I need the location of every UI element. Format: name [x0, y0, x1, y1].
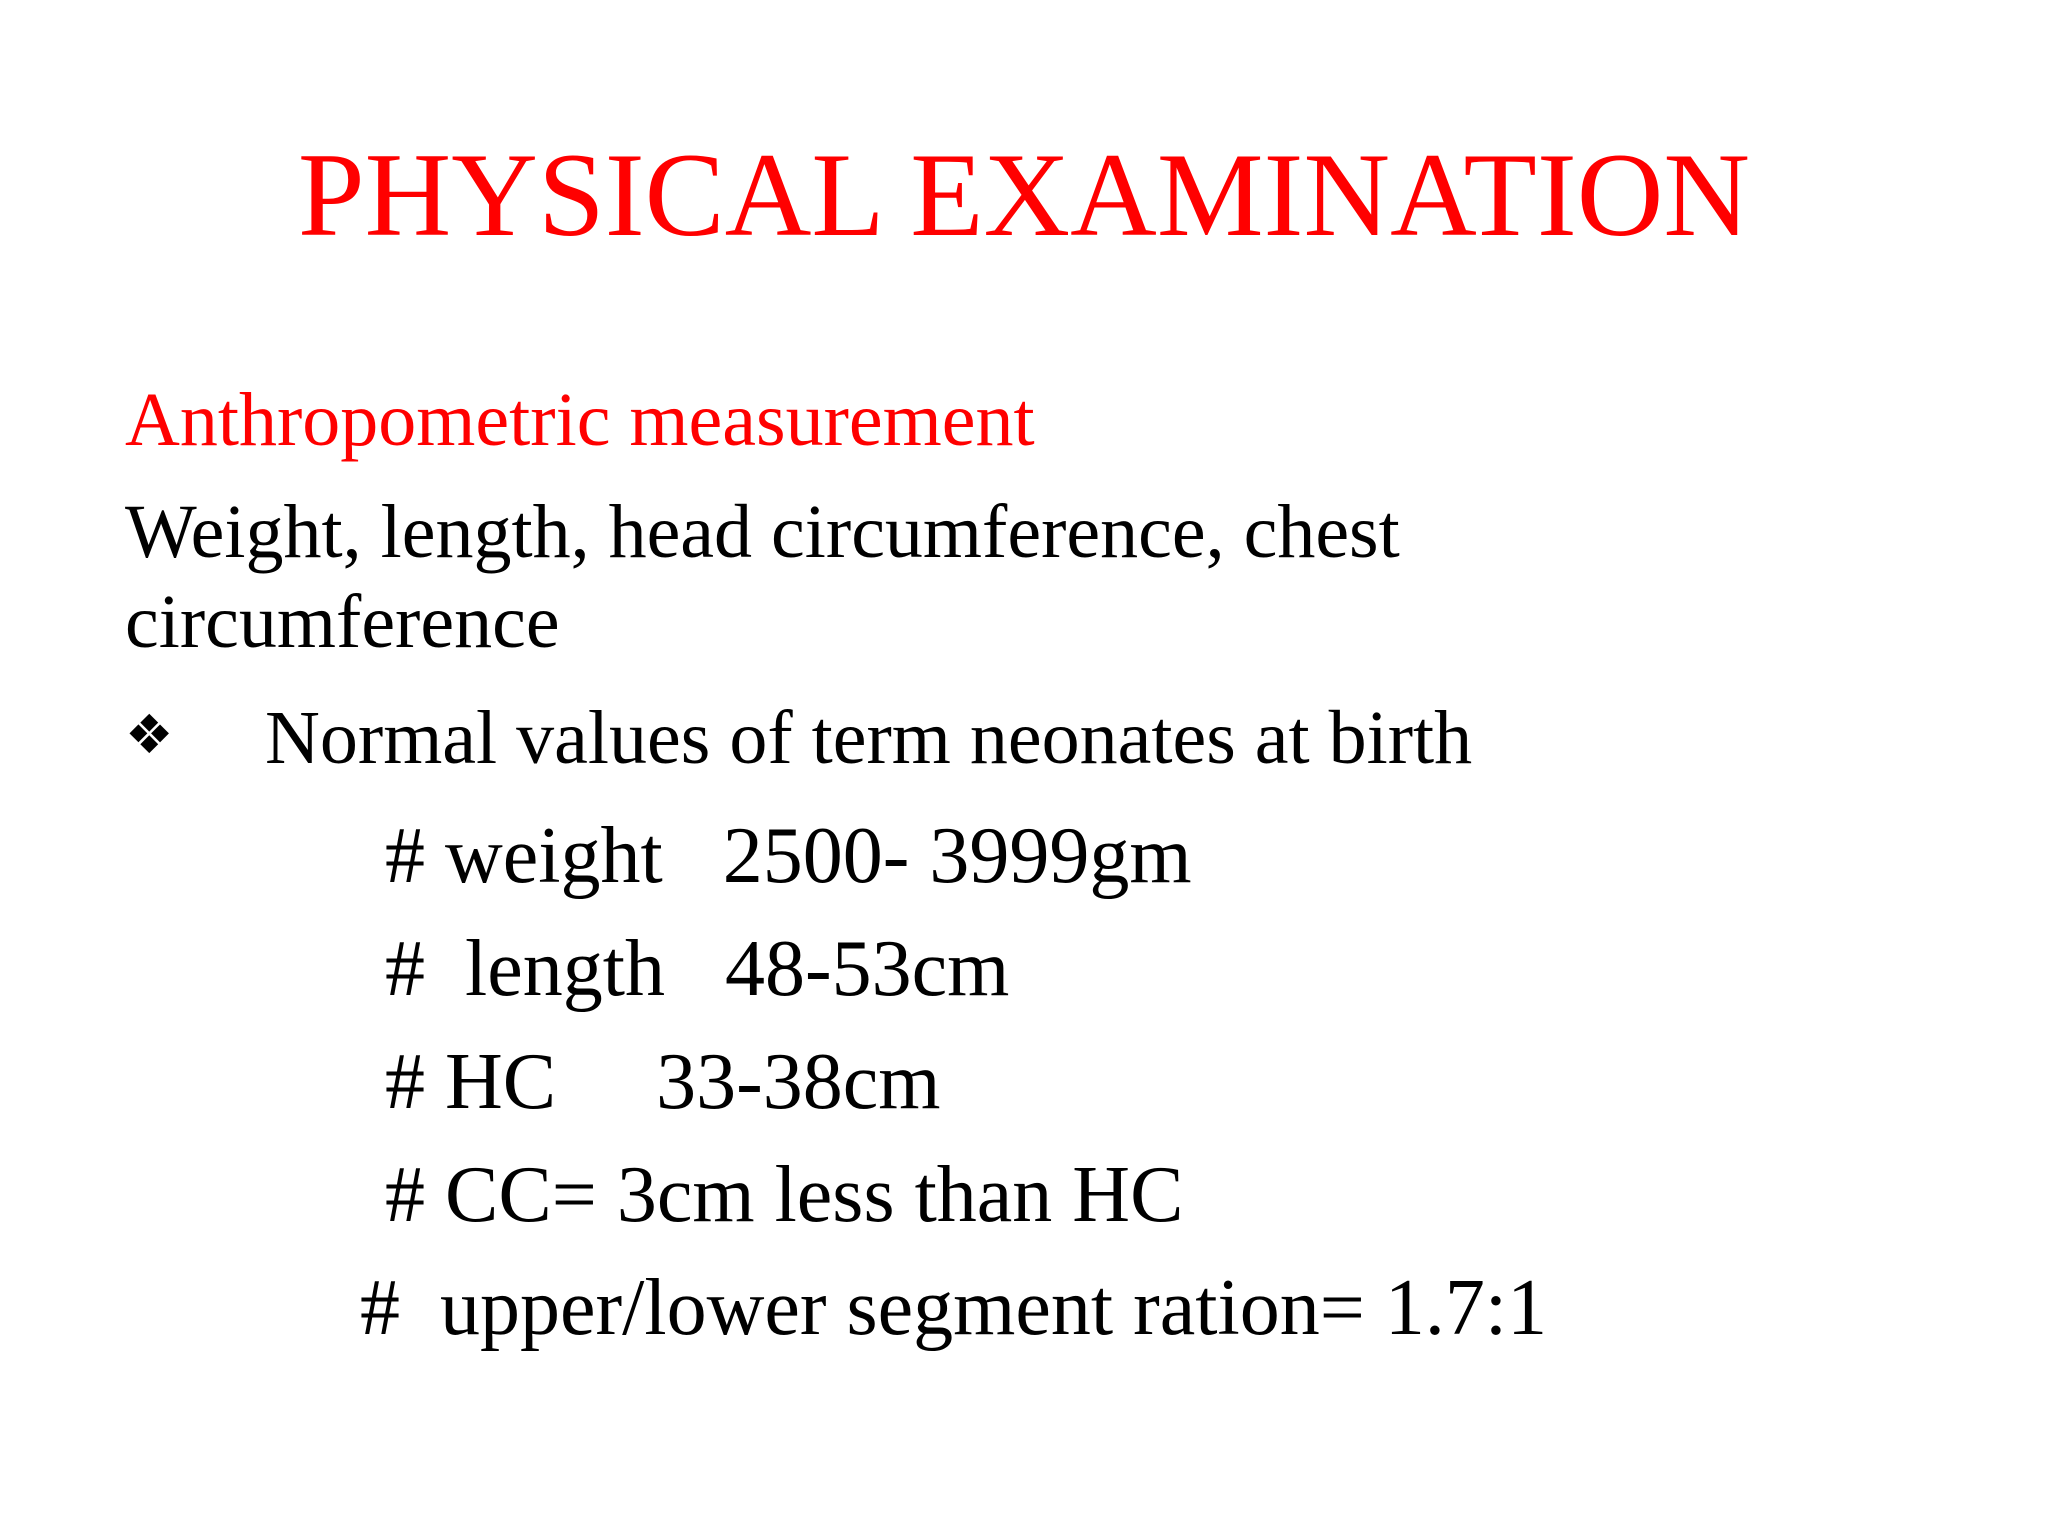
normal-value-segment-ratio: # upper/lower segment ration= 1.7:1: [360, 1264, 1548, 1352]
bullet-item: [125, 690, 1472, 783]
four-diamond-bullet-icon: ❖: [125, 703, 174, 766]
normal-value-length: # length 48-53cm: [385, 925, 1010, 1013]
bullet-item-text: Normal values of term neonates at birth: [265, 696, 1473, 780]
normal-value-head-circumference: # HC 33-38cm: [385, 1038, 941, 1126]
section-subheading: Anthropometric measurement: [125, 378, 1035, 462]
normal-value-weight: # weight 2500- 3999gm: [385, 812, 1192, 900]
slide-title: PHYSICAL EXAMINATION: [297, 128, 1751, 261]
normal-value-chest-circumference: # CC= 3cm less than HC: [385, 1151, 1184, 1239]
measurement-list-text: Weight, length, head circumference, chest circumference: [125, 490, 1400, 664]
